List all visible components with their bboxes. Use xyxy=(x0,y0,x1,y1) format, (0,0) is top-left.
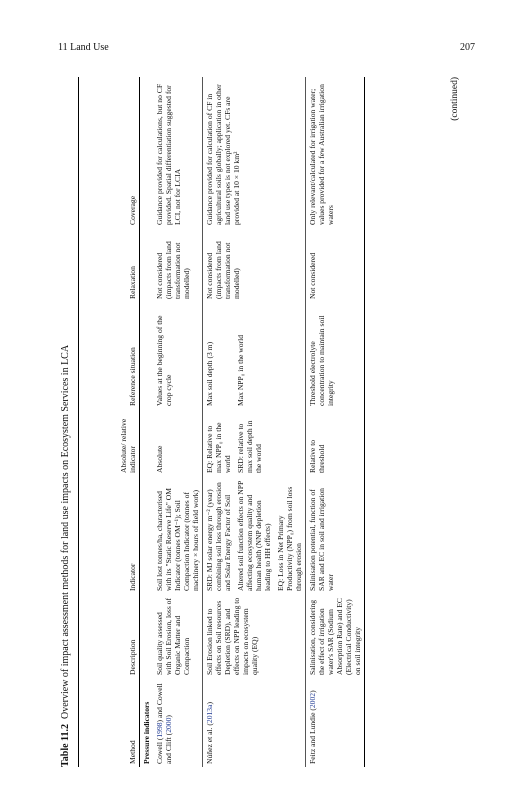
continued-note: (continued) xyxy=(450,77,460,121)
section-title: Pressure indicators xyxy=(142,701,151,764)
col-header-absolute-relative: Absolute/ relative indicator xyxy=(79,409,140,476)
table-label: Table 11.2 xyxy=(60,724,71,767)
col-header-relaxation: Relaxation xyxy=(79,228,140,302)
table-caption xyxy=(60,77,72,767)
relaxation-cell: Not considered (impacts from land transformation not modelled) xyxy=(203,228,306,302)
section-row xyxy=(140,77,154,767)
table-row xyxy=(153,77,203,767)
absolute-relative-cell: EQ: Relative to max NPP₀ in the world xyxy=(203,409,235,476)
running-header: 11 Land Use xyxy=(58,42,109,53)
reference-cell: Max NPP₀ in the world xyxy=(236,335,245,406)
citation-link[interactable]: 1998 xyxy=(155,722,164,738)
indicator-cell: EQ: Loss in Net Primary Productivity (NPP₀) from soil loss through erosion xyxy=(276,486,303,591)
impact-methods-table xyxy=(78,77,365,767)
absolute-relative-cell: SRD: relative to max soil depth in the world xyxy=(236,420,263,473)
indicator-cell: Salinisation potential, function of SAR and EC in soil and irrigation water xyxy=(306,476,365,594)
table-title: Overview of impact assessment methods for land use impacts on Ecosystem Services in LCA xyxy=(60,344,71,720)
indicator-cell: SRD: MJ solar energy m⁻² (year) combining soil loss through erosion and Solar Energy Factor of Soil xyxy=(203,476,235,594)
absolute-relative-cell: Relative to threshold xyxy=(306,409,365,476)
method-cell: Núñez et al. (2013a) xyxy=(203,678,306,767)
method-cell: Cowell (1998) and Cowell and Clift (2000) xyxy=(155,683,173,764)
table-header-row xyxy=(79,77,140,767)
reference-cell: Threshold electrolyte concentration to maintain soil integrity xyxy=(306,302,365,409)
reference-cell: Max soil depth (3 m) xyxy=(203,302,235,409)
page-number: 207 xyxy=(460,42,475,53)
table-row xyxy=(306,77,365,767)
description-cell: Soil quality assessed with Soil Erosion, loss of Organic Matter and Compaction xyxy=(155,598,191,675)
coverage-cell: Only relevant/calculated for irrigation water; values provided for a few Australian irrigation waters xyxy=(306,77,365,228)
rotated-content xyxy=(60,77,465,767)
col-header-indicator: Indicator xyxy=(79,476,140,594)
indicator-cell: Soil lost tonnes/ha, characterised with its "Static Reserve Life" OM Indicator (tonnes OM⁻¹); Soil Compaction Indicator (tonnes of machinery × hours of field work) xyxy=(155,487,200,591)
col-header-description: Description xyxy=(79,594,140,678)
citation-link[interactable]: 2013a xyxy=(205,704,214,724)
relaxation-cell: Not considered xyxy=(306,228,365,302)
col-header-coverage: Coverage xyxy=(79,77,140,228)
coverage-cell: Guidance provided for calculations, but no CF provided. Spatial differentiation suggested for LCI, not for LCIA xyxy=(155,83,182,225)
citation-link[interactable]: 2002 xyxy=(308,692,317,709)
relaxation-cell: Not considered (impacts from land transformation not modelled) xyxy=(155,241,191,299)
reference-cell: Values at the beginning of the crop cycle xyxy=(155,315,173,406)
col-header-reference: Reference situation xyxy=(79,302,140,409)
coverage-cell: Guidance provided for calculation of CF in agricultural soils globally; application in other land use types is not explored yet. CFs are provided at 10 × 10 km² xyxy=(203,77,306,228)
col-header-method: Method xyxy=(79,678,140,767)
table-row xyxy=(203,77,235,767)
rotated-table-area xyxy=(60,77,465,767)
description-cell: Salinisation, considering the effect of irrigation water's SAR (Sodium Absorption Rate) and EC (Electrical Conductivity) on soil integrity xyxy=(306,594,365,678)
indicator-cell: Altered soil function effects on NPP affecting ecosystem quality and human health (NNP depletion leading to HH effects) xyxy=(236,481,272,591)
description-cell: Soil Erosion linked to effects on Soil resources Depletion (SRD), and effects on NPP leading to impacts on ecosystem quality (EQ) xyxy=(203,594,306,678)
absolute-relative-cell: Absolute xyxy=(155,445,164,473)
citation-link[interactable]: 2000 xyxy=(164,717,173,733)
method-cell: Feitz and Lundie (2002) xyxy=(306,678,365,767)
